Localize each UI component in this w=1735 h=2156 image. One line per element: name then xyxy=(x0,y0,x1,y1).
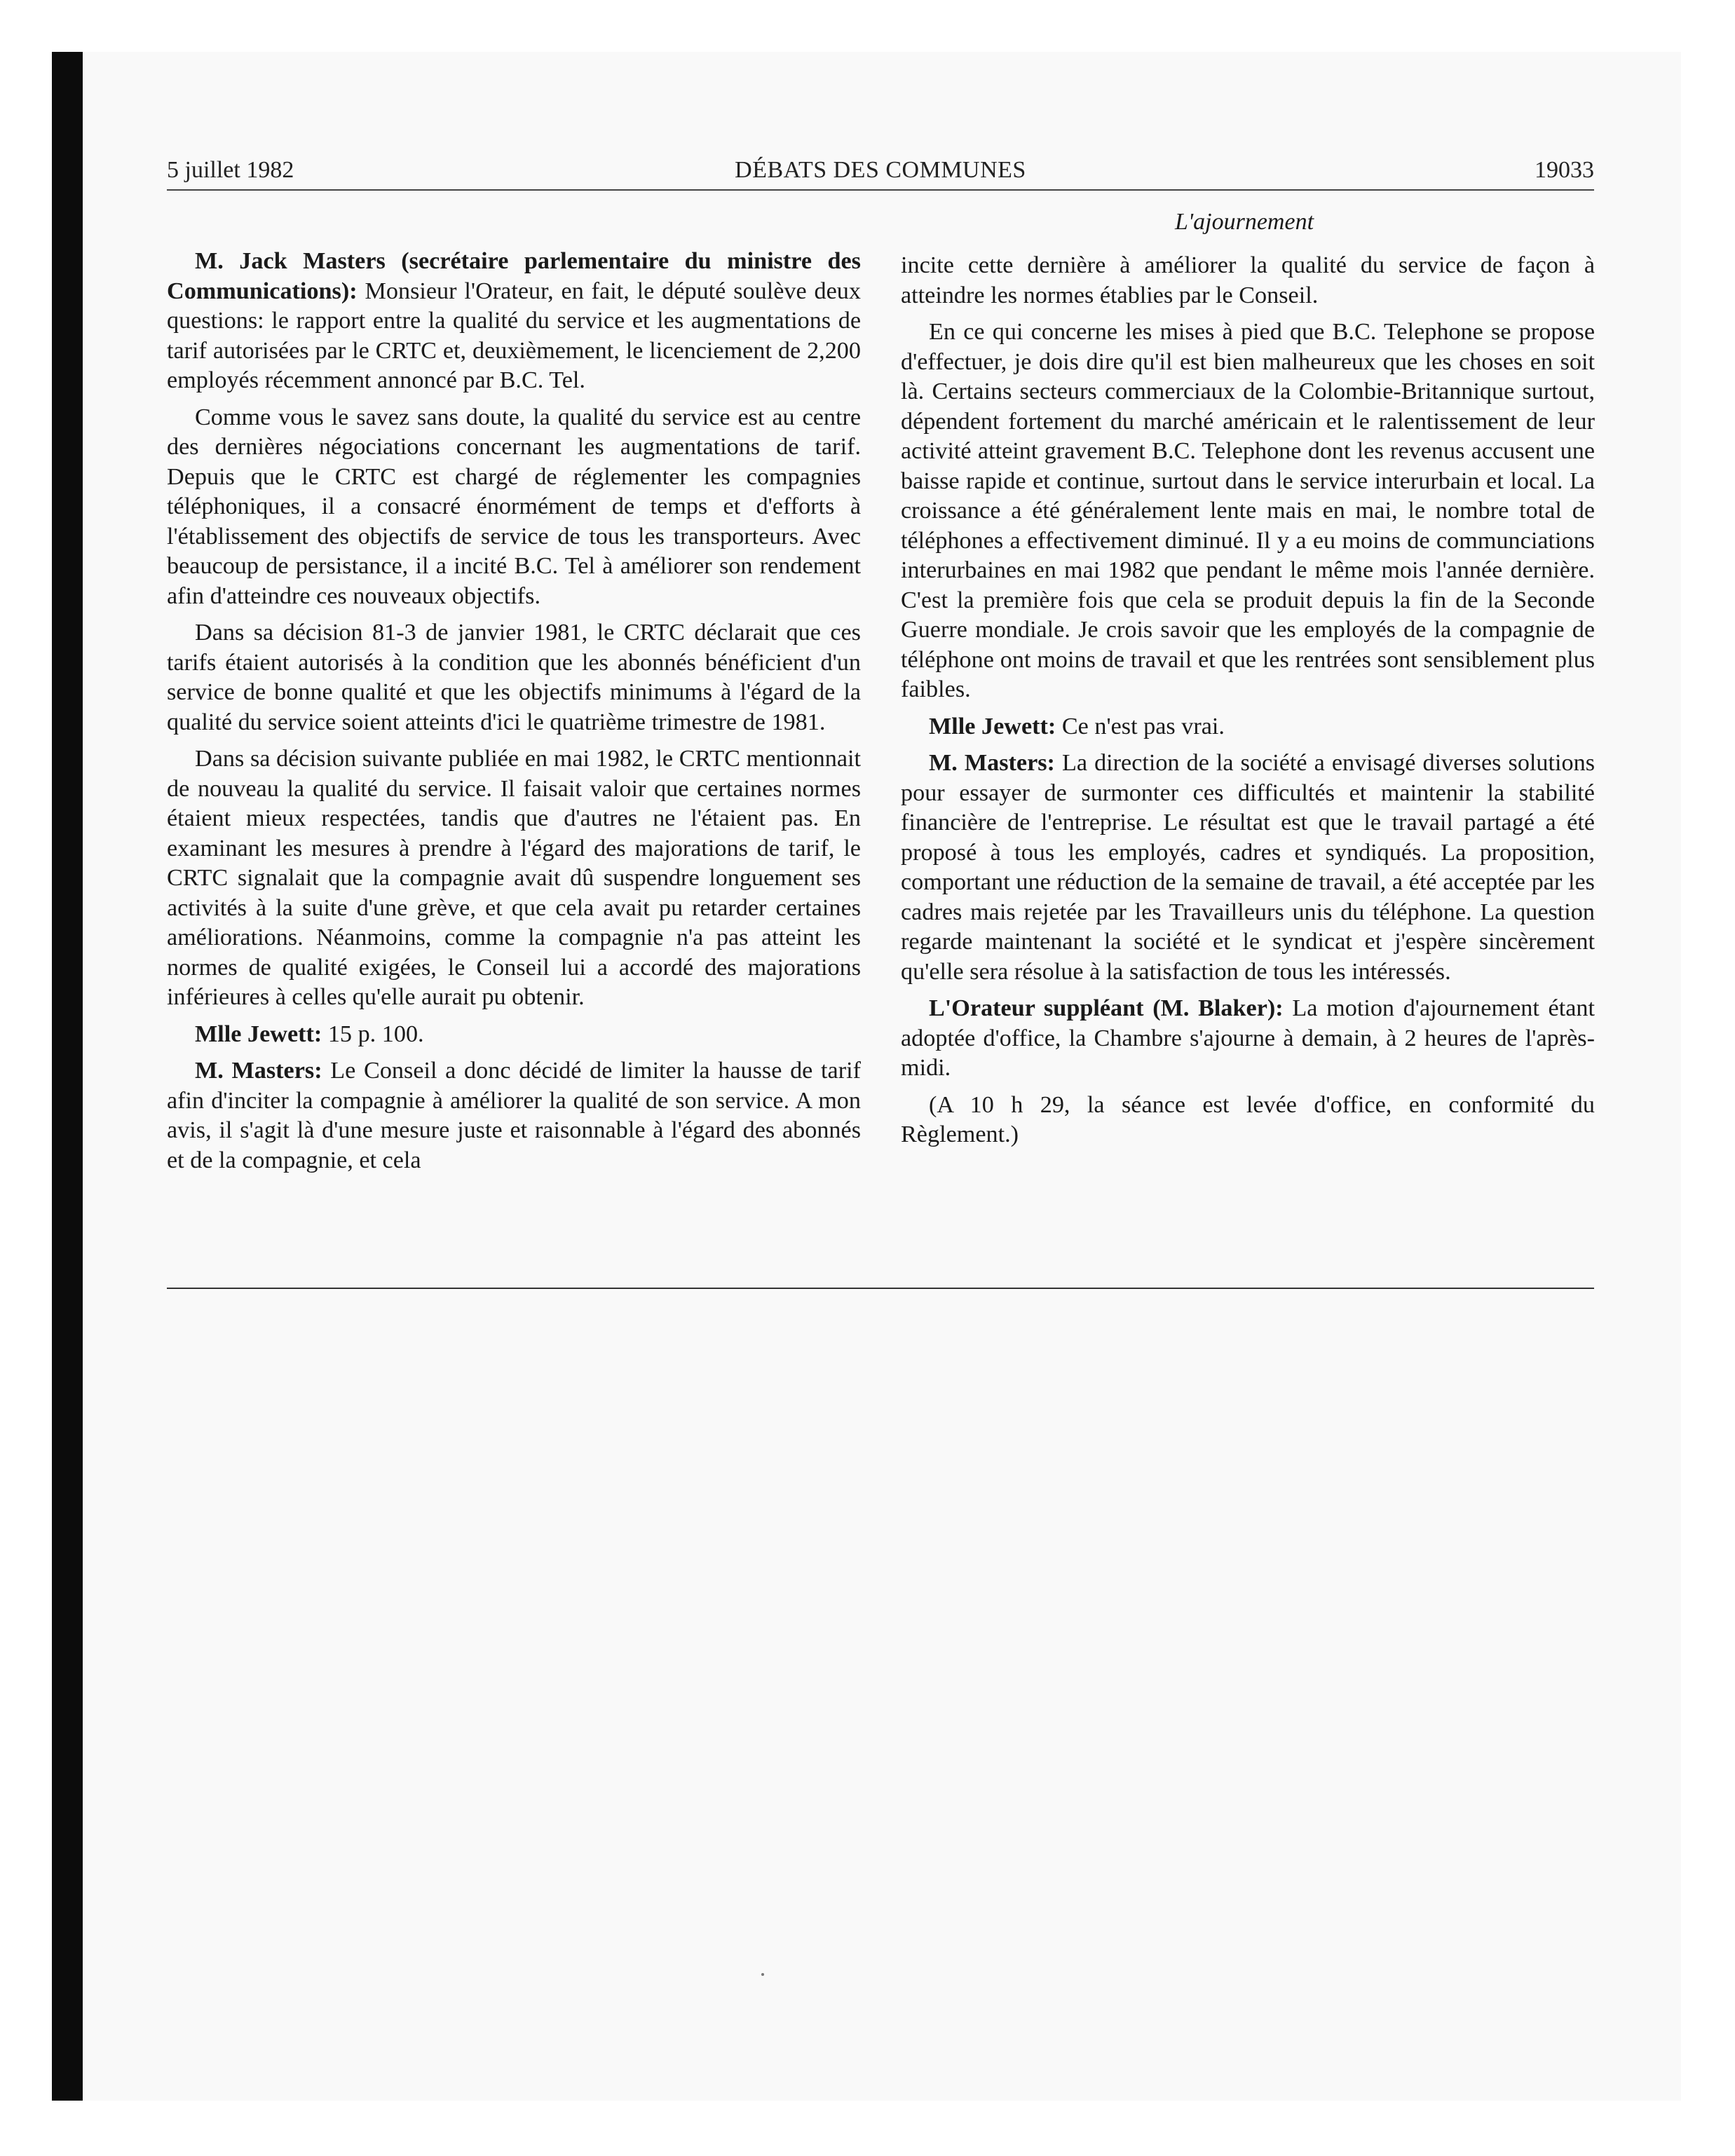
paragraph xyxy=(901,712,1595,742)
paragraph xyxy=(901,994,1595,1084)
paragraph: incite cette dernière à améliorer la qualité du service de façon à atteindre les normes établies par le Conseil. xyxy=(901,252,1595,308)
speaker-name: M. Jack Masters (secrétaire parlementaire du ministre des Communications): xyxy=(167,248,861,304)
speech-text: 15 p. 100. xyxy=(322,1021,424,1047)
header-date: 5 juillet 1982 xyxy=(167,157,294,183)
speech-text: La motion d'ajournement étant adoptée d'office, la Chambre s'ajourne à demain, à 2 heures de l'après-midi. xyxy=(901,995,1595,1081)
header-title: DÉBATS DES COMMUNES xyxy=(735,157,1026,183)
paragraph xyxy=(167,1020,861,1050)
scan-speck xyxy=(761,1973,764,1976)
scan-binding-edge xyxy=(52,52,83,2101)
paragraph: Dans sa décision 81-3 de janvier 1981, le CRTC déclarait que ces tarifs étaient autorisés à la condition que les abonnés bénéficient d'un service de bonne qualité et que les objectifs minimums à l'égard de la qualité du service soient atteints d'ici le quatrième trimestre de 1981. xyxy=(167,620,861,735)
left-column xyxy=(167,247,861,1182)
header-rule xyxy=(167,189,1594,191)
header-page-number: 19033 xyxy=(1535,157,1594,183)
right-column xyxy=(901,251,1595,1157)
paragraph xyxy=(167,247,861,396)
speech-text: La direction de la société a envisagé diverses solutions pour essayer de surmonter ces difficultés et maintenir la stabilité financière de l'entreprise. Le résultat est que le travail partagé a été proposé à tous les employés, cadres et syndiqués. La proposition, comportant une réduction de la semaine de travail, a été acceptée par les cadres mais rejetée par les Travailleurs unis du téléphone. La question regarde maintenant la société et le syndicat et j'espère sincèrement qu'elle sera résolue à la satisfaction de tous les intéressés. xyxy=(901,750,1595,985)
paragraph: Dans sa décision suivante publiée en mai 1982, le CRTC mentionnait de nouveau la qualité du service. Il faisait valoir que certaines normes étaient mieux respectées, tandis que d'autres ne l'étaient pas. En examinant les mesures à prendre à l'égard des majorations de tarif, le CRTC signalait que la compagnie avait dû suspendre longuement ses activités à la suite d'une grève, et que cela avait pu retarder certaines améliorations. Néanmoins, comme la compagnie n'a pas atteint les normes de qualité exigées, le Conseil lui a accordé des majorations inférieures à celles qu'elle aurait pu obtenir. xyxy=(167,746,861,1010)
paragraph xyxy=(901,749,1595,987)
paragraph: Comme vous le savez sans doute, la qualité du service est au centre des dernières négociations concernant les augmentations de tarif. Depuis que le CRTC est chargé de réglementer les compagnies téléphoniques, il a consacré énormément de temps et d'efforts à l'établissement des objectifs de service de tous les transporteurs. Avec beaucoup de persistance, il a incité B.C. Tel à améliorer son rendement afin d'atteindre ces nouveaux objectifs. xyxy=(167,404,861,609)
speaker-name: M. Masters: xyxy=(195,1058,322,1084)
footer-rule xyxy=(167,1288,1594,1289)
speech-text: Le Conseil a donc décidé de limiter la hausse de tarif afin d'inciter la compagnie à améliorer la qualité de son service. A mon avis, il s'agit là d'une mesure juste et raisonnable à l'égard des abonnés et de la compagnie, et cela xyxy=(167,1058,861,1173)
paragraph: En ce qui concerne les mises à pied que B.C. Telephone se propose d'effectuer, je dois dire qu'il est bien malheureux que les choses en soit là. Certains secteurs commerciaux de la Colombie-Britannique surtout, dépendent fortement du marché américain et le ralentissement de leur activité atteint gravement B.C. Telephone dont les revenus accusent une baisse rapide et continue, surtout dans le service interurbain et local. La croissance a été généralement lente mais en mai, le nombre total de téléphones a effectivement diminué. Il y a eu moins de communciations interurbaines en mai 1982 que pendant le même mois l'année dernière. C'est la première fois que cela se produit depuis la fin de la Seconde Guerre mondiale. Je crois savoir que les employés de la compagnie de téléphone ont moins de travail et que les rentrées sont sensiblement plus faibles. xyxy=(901,319,1595,702)
speaker-name: Mlle Jewett: xyxy=(929,713,1056,739)
speaker-name: Mlle Jewett: xyxy=(195,1021,322,1047)
speech-text: Ce n'est pas vrai. xyxy=(1056,713,1225,739)
section-heading: L'ajournement xyxy=(1174,209,1314,235)
paragraph xyxy=(167,1056,861,1175)
running-header xyxy=(167,153,1594,188)
speaker-name: L'Orateur suppléant (M. Blaker): xyxy=(929,995,1284,1021)
paragraph: (A 10 h 29, la séance est levée d'office, en conformité du Règlement.) xyxy=(901,1091,1595,1147)
speech-text: Monsieur l'Orateur, en fait, le député soulève deux questions: le rapport entre la qualité du service et les augmentations de tarif autorisées par le CRTC et, deuxièmement, le licenciement de 2,200 employés récemment annoncé par B.C. Tel. xyxy=(167,278,861,393)
speaker-name: M. Masters: xyxy=(929,750,1055,776)
